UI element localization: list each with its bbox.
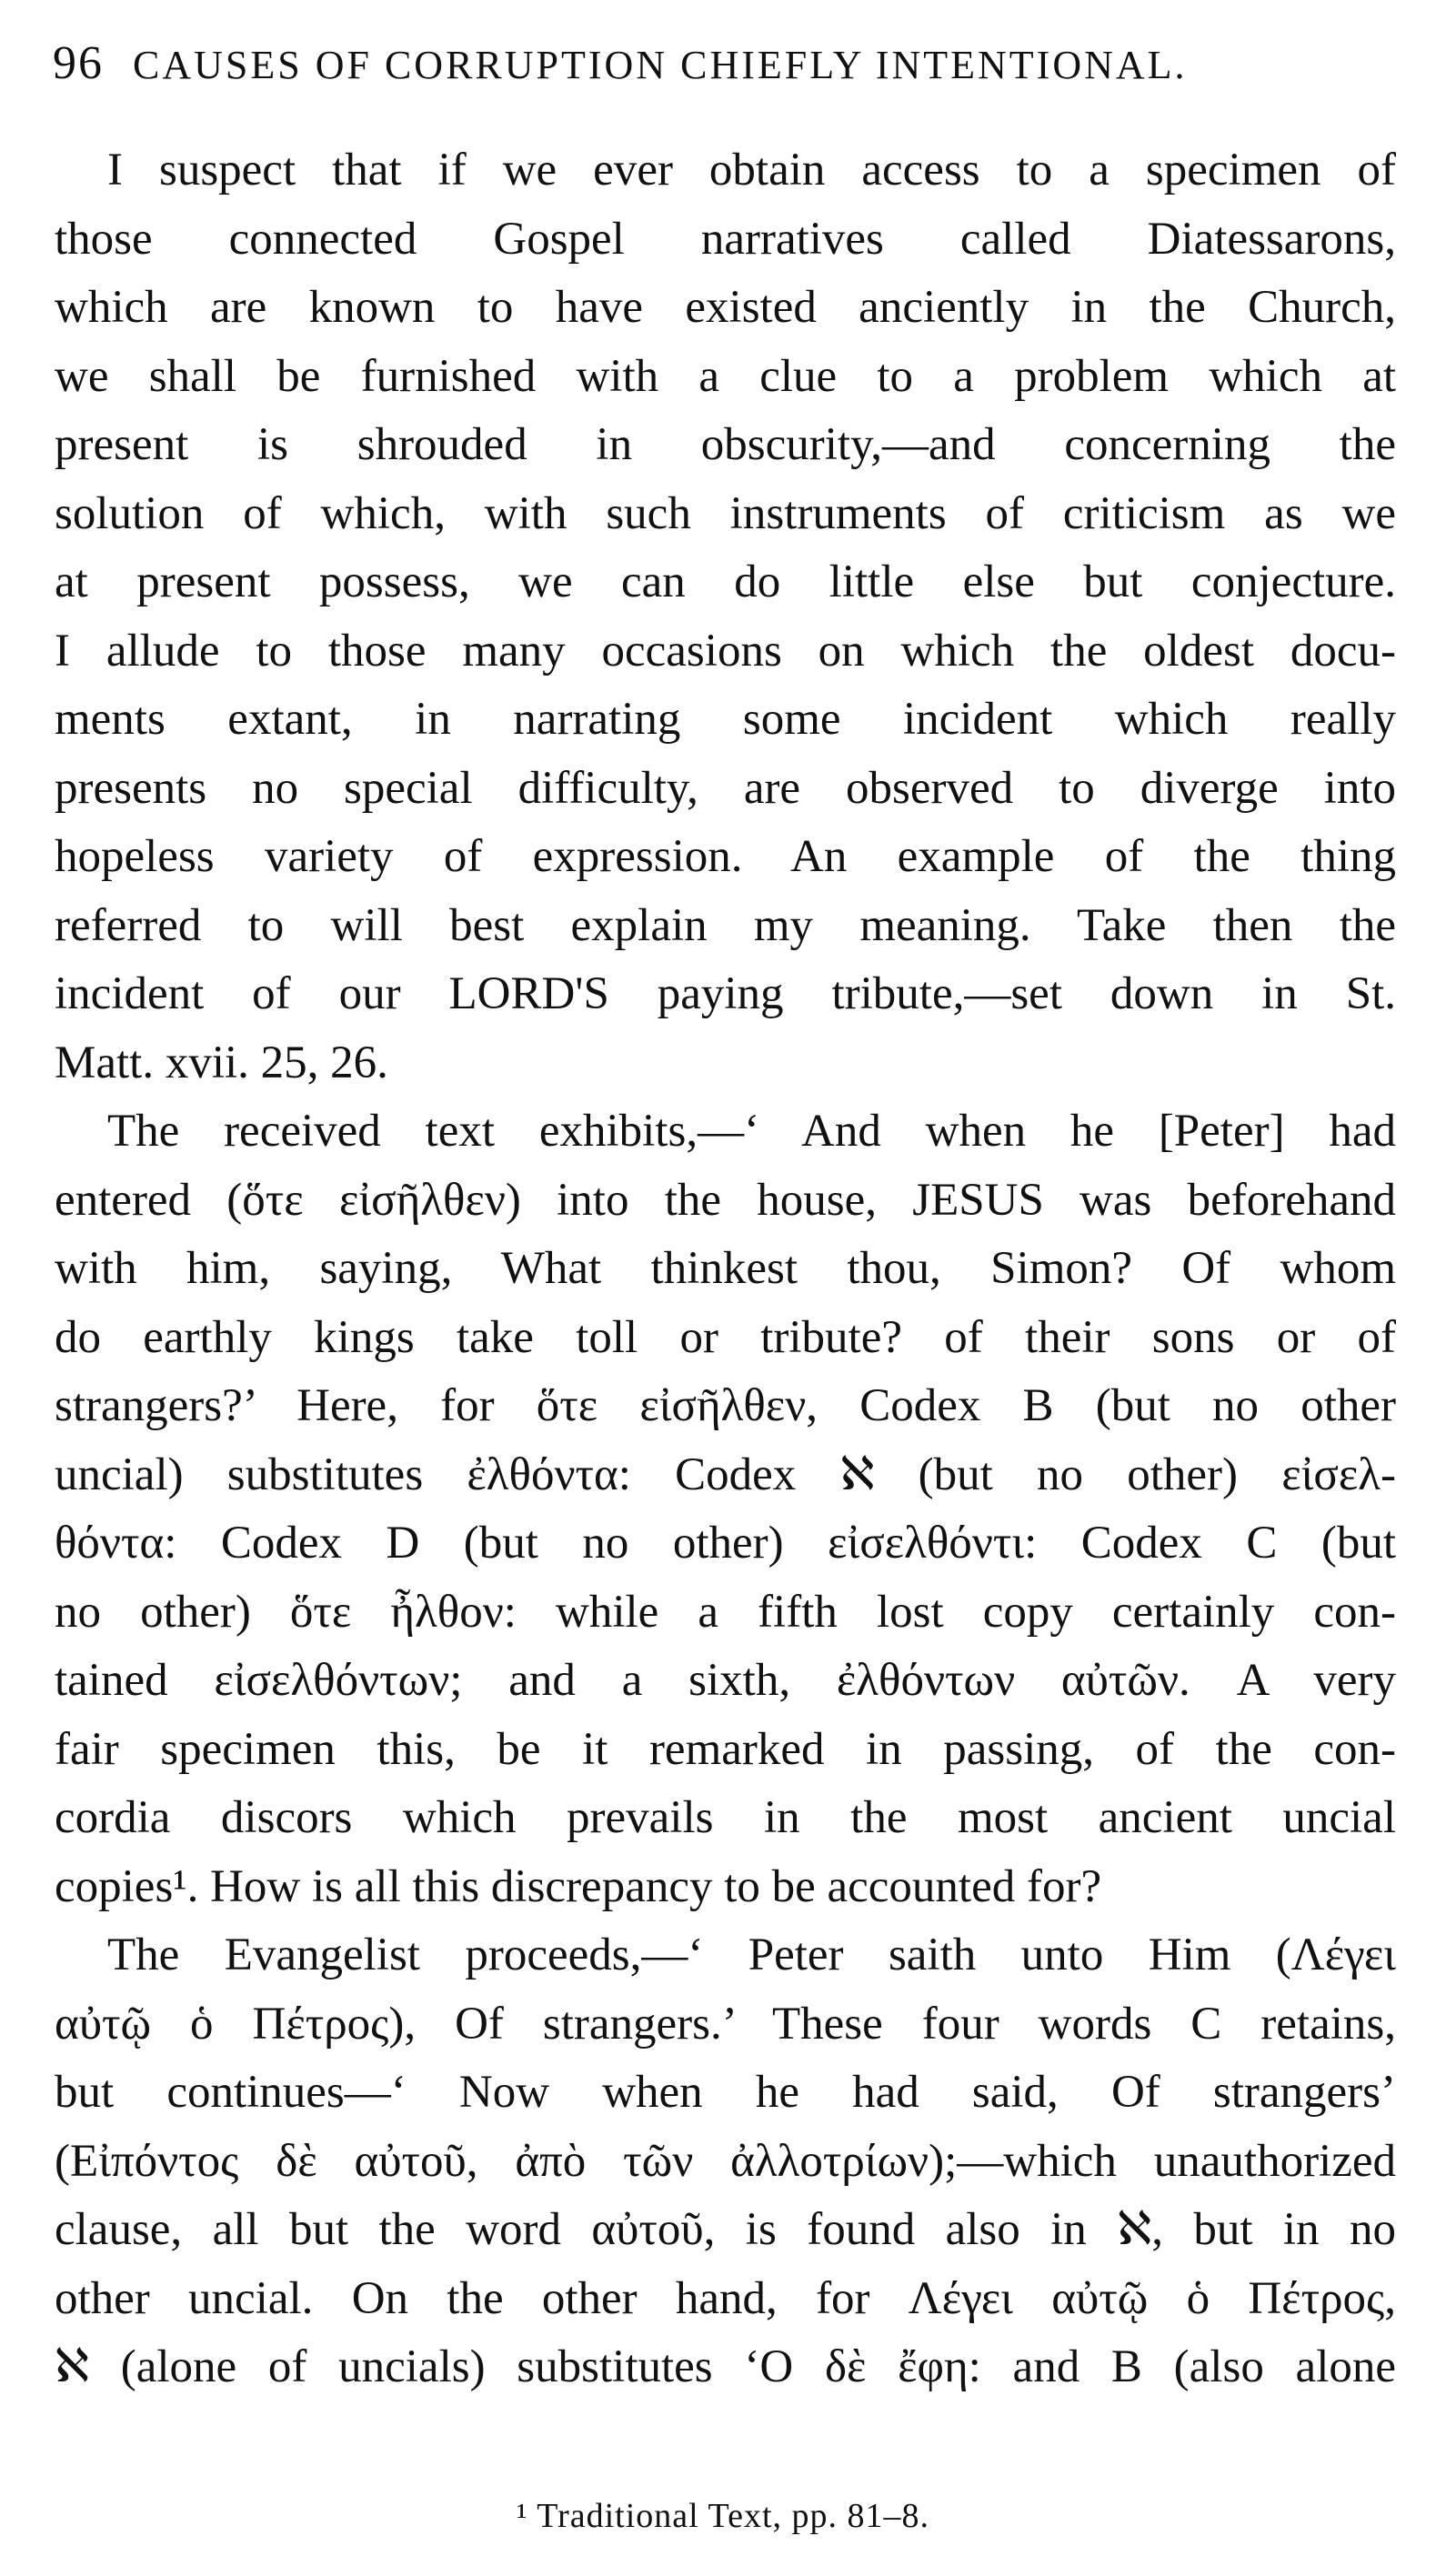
- text-line: present is shrouded in obscurity,—and concerning the: [55, 419, 1396, 470]
- text-line: copies¹. How is all this discrepancy to be accounted for?: [55, 1860, 1102, 1912]
- text-line: fair specimen this, be it remarked in passing, of the con-: [55, 1723, 1396, 1775]
- text-line: referred to will best explain my meaning. Take then the: [55, 899, 1396, 951]
- text-line: clause, all but the word αὐτοῦ, is found also in ℵ, but in no: [55, 2204, 1396, 2255]
- footnote: ¹ Traditional Text, pp. 81–8.: [517, 2497, 929, 2535]
- text-line: θόντα: Codex D (but no other) εἰσελθόντι: Codex C (but: [55, 1518, 1396, 1569]
- running-header: [53, 36, 1399, 100]
- text-line: Matt. xvii. 25, 26.: [55, 1037, 388, 1088]
- text-line: presents no special difficulty, are observed to diverge into: [55, 762, 1396, 814]
- body-text: [55, 136, 1396, 2402]
- text-line: hopeless variety of expression. An example of the thing: [55, 831, 1396, 882]
- text-line: other uncial. On the other hand, for Λέγει αὐτῷ ὁ Πέτρος,: [55, 2272, 1396, 2324]
- text-line: ments extant, in narrating some incident which really: [55, 694, 1396, 745]
- text-line: (Εἰπόντος δὲ αὐτοῦ, ἀπὸ τῶν ἀλλοτρίων);—which unauthorized: [55, 2135, 1396, 2187]
- text-line: uncial) substitutes ἐλθόντα: Codex ℵ (but no other) εἰσελ-: [55, 1448, 1396, 1500]
- text-line: tained εἰσελθόντων; and a sixth, ἐλθόντων αὐτῶν. A very: [55, 1655, 1396, 1706]
- text-line: those connected Gospel narratives called Diatessarons,: [55, 213, 1396, 265]
- text-line: The received text exhibits,—‘ And when he [Peter] had: [107, 1106, 1396, 1157]
- text-line: strangers?’ Here, for ὅτε εἰσῆλθεν, Codex B (but no other: [55, 1380, 1396, 1431]
- text-line: at present possess, we can do little else but conjecture.: [55, 556, 1396, 607]
- text-line: but continues—‘ Now when he had said, Of strangers’: [55, 2067, 1396, 2118]
- text-line: no other) ὅτε ἦλθον: while a fifth lost copy certainly con-: [55, 1586, 1396, 1638]
- text-line: which are known to have existed anciently in the Church,: [55, 282, 1396, 333]
- text-line: we shall be furnished with a clue to a problem which at: [55, 350, 1396, 402]
- text-line: solution of which, with such instruments of criticism as we: [55, 487, 1396, 539]
- page-number: 96: [53, 37, 104, 89]
- text-line: I allude to those many occasions on which the oldest docu-: [55, 625, 1396, 677]
- text-line: αὐτῷ ὁ Πέτρος), Of strangers.’ These four words C retains,: [55, 1998, 1396, 2050]
- running-title: CAUSES OF CORRUPTION CHIEFLY INTENTIONAL.: [133, 43, 1188, 87]
- text-line: I suspect that if we ever obtain access to a specimen of: [107, 145, 1396, 195]
- text-line: cordia discors which prevails in the most ancient uncial: [55, 1792, 1396, 1843]
- text-line: incident of our LORD'S paying tribute,—set down in St.: [55, 968, 1396, 1019]
- text-line: with him, saying, What thinkest thou, Simon? Of whom: [55, 1243, 1396, 1294]
- text-line: entered (ὅτε εἰσῆλθεν) into the house, JESUS was beforehand: [55, 1174, 1396, 1226]
- text-line: ℵ (alone of uncials) substitutes ‘Ο δὲ ἔφη: and B (also alone: [55, 2341, 1396, 2392]
- text-line: do earthly kings take toll or tribute? of their sons or of: [55, 1311, 1396, 1363]
- text-line: The Evangelist proceeds,—‘ Peter saith unto Him (Λέγει: [107, 1929, 1396, 1980]
